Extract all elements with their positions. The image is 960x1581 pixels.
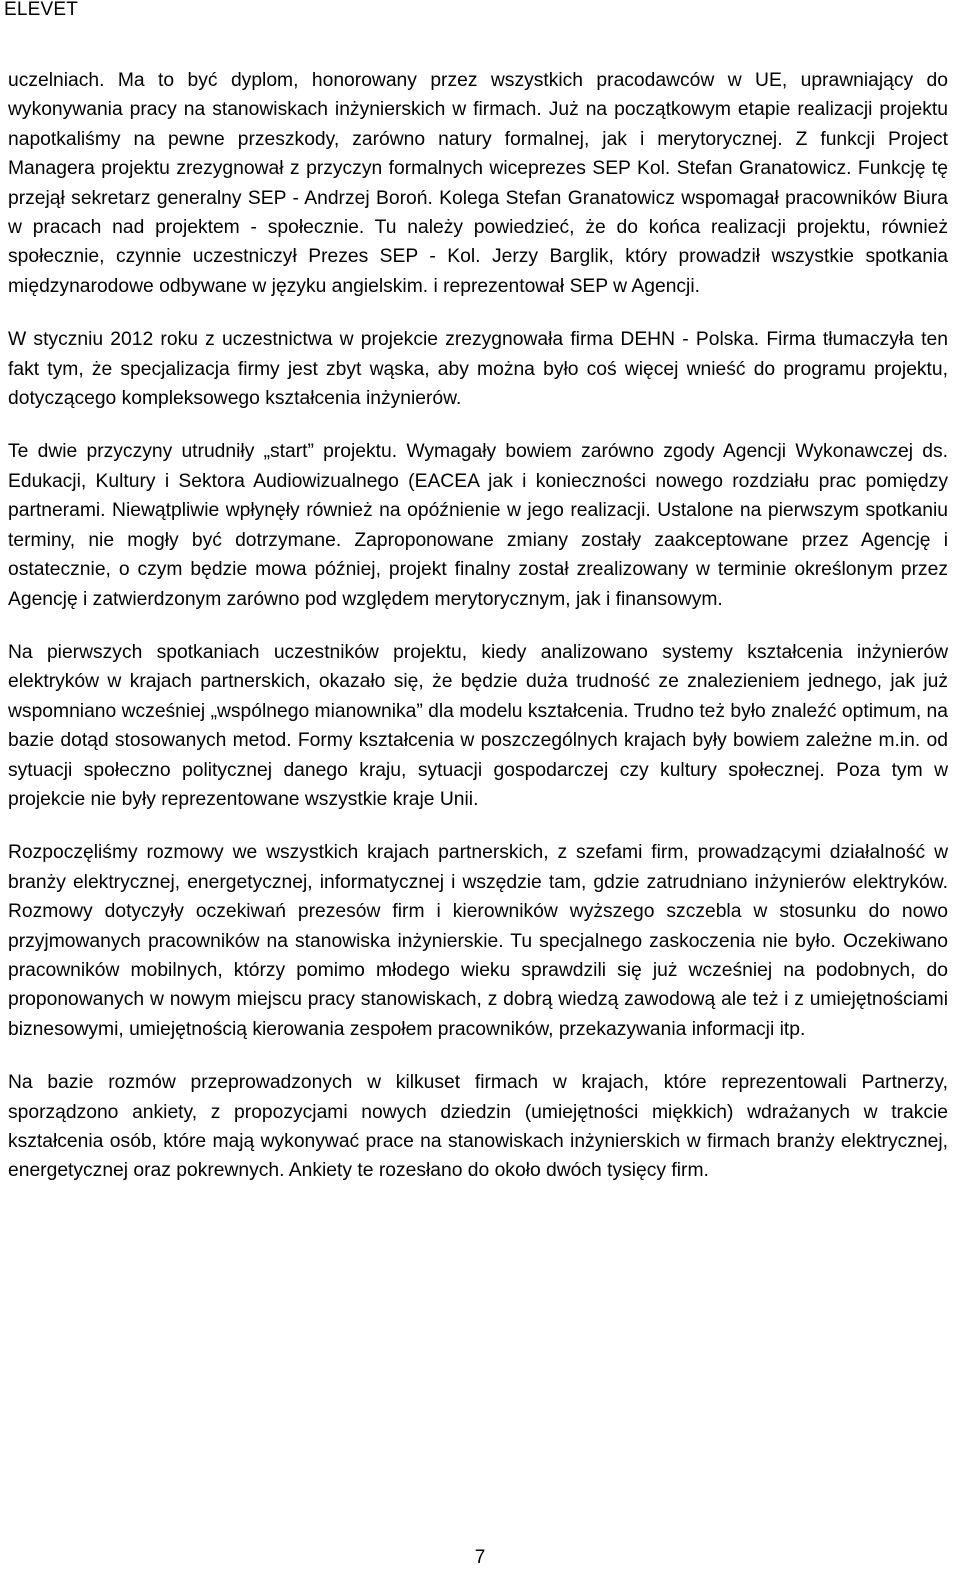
- page-number: 7: [474, 1547, 486, 1568]
- paragraph-6: Na bazie rozmów przeprowadzonych w kilkuset firmach w krajach, które reprezentowali Partnerzy, sporządzono ankiety, z propozycjami nowych dziedzin (umiejętności miękkich) wdrażanych w trakcie kształcenia osób, które mają wykonywać prace na stanowiskach inżynierskich w firmach branży elektrycznej, energetycznej oraz pokrewnych. Ankiety te rozesłano do około dwóch tysięcy firm.: [8, 1072, 948, 1182]
- paragraph-3: Te dwie przyczyny utrudniły „start” projektu. Wymagały bowiem zarówno zgody Agencji Wykonawczej ds. Edukacji, Kultury i Sektora Audiowizualnego (EACEA jak i konieczności nowego rozdziału prac pomiędzy partnerami. Niewątpliwie wpłynęły również na opóźnienie w jego realizacji. Ustalone na pierwszym spotkaniu terminy, nie mogły być dotrzymane. Zaproponowane zmiany zostały zaakceptowane przez Agencję i ostatecznie, o czym będzie mowa później, projekt finalny został zrealizowany w terminie określonym przez Agencję i zatwierdzonym zarówno pod względem merytorycznym, jak i finansowym.: [8, 441, 948, 610]
- document-header-label: ELEVET: [4, 0, 79, 20]
- paragraph-1: uczelniach. Ma to być dyplom, honorowany przez wszystkich pracodawców w UE, uprawniający do wykonywania pracy na stanowiskach inżynierskich w firmach. Już na początkowym etapie realizacji projektu napotkaliśmy na pewne przeszkody, zarówno natury formalnej, jak i merytorycznej. Z funkcji Project Managera projektu zrezygnował z przyczyn formalnych wiceprezes SEP Kol. Stefan Granatowicz. Funkcję tę przejął sekretarz generalny SEP - Andrzej Boroń. Kolega Stefan Granatowicz wspomagał pracowników Biura w pracach nad projektem - społecznie. Tu należy powiedzieć, że do końca realizacji projektu, również społecznie, czynnie uczestniczył Prezes SEP - Kol. Jerzy Barglik, który prowadził wszystkie spotkania międzynarodowe odbywane w języku angielskim. i reprezentował SEP w Agencji.: [8, 70, 948, 297]
- paragraph-4: Na pierwszych spotkaniach uczestników projektu, kiedy analizowano systemy kształcenia inżynierów elektryków w krajach partnerskich, okazało się, że będzie duża trudność ze znalezieniem jednego, jak już wspomniano wcześniej „wspólnego mianownika” dla modelu kształcenia. Trudno też było znaleźć optimum, na bazie dotąd stosowanych metod. Formy kształcenia w poszczególnych krajach były bowiem zależne m.in. od sytuacji społeczno politycznej danego kraju, sytuacji gospodarczej czy kultury społecznej. Poza tym w projekcie nie były reprezentowane wszystkie kraje Unii.: [8, 641, 948, 810]
- paragraph-5: Rozpoczęliśmy rozmowy we wszystkich krajach partnerskich, z szefami firm, prowadzącymi działalność w branży elektrycznej, energetycznej, informatycznej i wszędzie tam, gdzie zatrudniano inżynierów elektryków. Rozmowy dotyczyły oczekiwań prezesów firm i kierowników wyższego szczebla w stosunku do nowo przyjmowanych pracowników na stanowiska inżynierskie. Tu specjalnego zaskoczenia nie było. Oczekiwano pracowników mobilnych, którzy pomimo młodego wieku sprawdzili się już wcześniej na podobnych, do proponowanych w nowym miejscu pracy stanowiskach, z dobrą wiedzą zawodową ale też i z umiejętnościami biznesowymi, umiejętnością kierowania zespołem pracowników, przekazywania informacji itp.: [8, 842, 948, 1040]
- document-body: [8, 66, 948, 1210]
- paragraph-2: W styczniu 2012 roku z uczestnictwa w projekcie zrezygnowała firma DEHN - Polska. Firma tłumaczyła ten fakt tym, że specjalizacja firmy jest zbyt wąska, aby można było coś więcej wnieść do programu projektu, dotyczącego kompleksowego kształcenia inżynierów.: [8, 329, 948, 410]
